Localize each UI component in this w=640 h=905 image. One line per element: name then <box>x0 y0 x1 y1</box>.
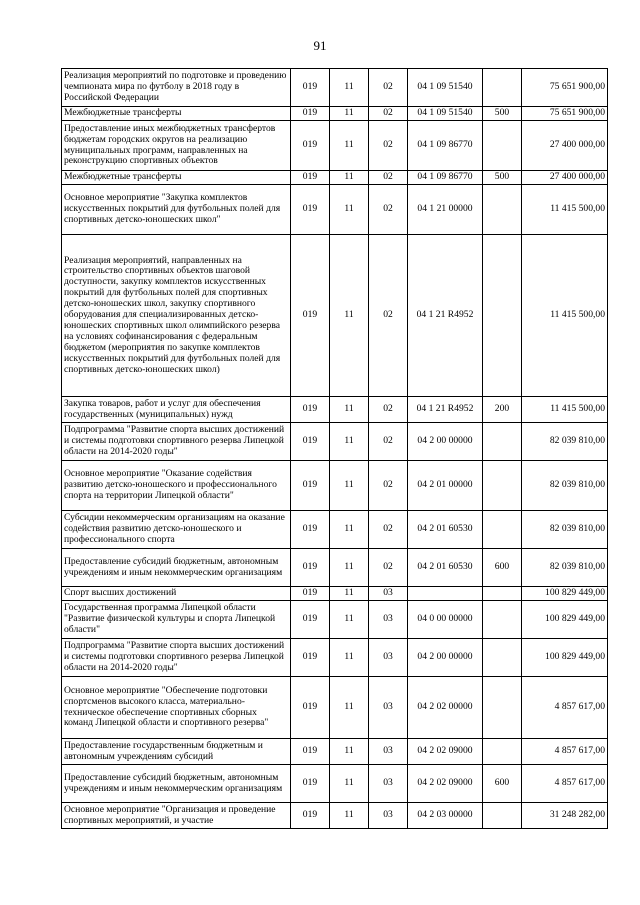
cell-target-code: 04 2 01 60530 <box>408 511 483 549</box>
cell-target-code: 04 1 09 51540 <box>408 69 483 107</box>
cell-target-code: 04 1 09 51540 <box>408 107 483 121</box>
cell-name: Реализация мероприятий по подготовке и проведению чемпионата мира по футболу в 2018 году в Российской Федерации <box>62 69 291 107</box>
cell-name: Межбюджетные трансферты <box>62 171 291 185</box>
cell-admin-code: 019 <box>291 69 330 107</box>
cell-expense-type <box>483 235 522 397</box>
cell-amount: 82 039 810,00 <box>522 511 608 549</box>
cell-subsection: 03 <box>369 677 408 739</box>
cell-target-code: 04 2 02 00000 <box>408 677 483 739</box>
cell-name: Субсидии некоммерческим организациям на оказание содействия развитию детско-юношеского и профессионального спорта <box>62 511 291 549</box>
table-row <box>62 397 608 423</box>
cell-amount: 100 829 449,00 <box>522 587 608 601</box>
cell-target-code: 04 2 00 00000 <box>408 423 483 461</box>
cell-expense-type: 200 <box>483 397 522 423</box>
table-row <box>62 185 608 235</box>
cell-target-code: 04 1 21 R4952 <box>408 235 483 397</box>
cell-section: 11 <box>330 461 369 511</box>
cell-target-code: 04 2 02 09000 <box>408 739 483 765</box>
cell-section: 11 <box>330 171 369 185</box>
cell-expense-type <box>483 803 522 829</box>
cell-admin-code: 019 <box>291 235 330 397</box>
cell-expense-type <box>483 511 522 549</box>
cell-subsection: 02 <box>369 107 408 121</box>
cell-section: 11 <box>330 423 369 461</box>
cell-amount: 4 857 617,00 <box>522 765 608 803</box>
cell-amount: 82 039 810,00 <box>522 549 608 587</box>
cell-name: Подпрограмма "Развитие спорта высших достижений и системы подготовки спортивного резерва Липецкой области на 2014-2020 годы" <box>62 423 291 461</box>
cell-amount: 75 651 900,00 <box>522 69 608 107</box>
cell-target-code: 04 1 21 00000 <box>408 185 483 235</box>
cell-subsection: 02 <box>369 171 408 185</box>
cell-subsection: 02 <box>369 397 408 423</box>
cell-expense-type <box>483 461 522 511</box>
table-row <box>62 677 608 739</box>
cell-expense-type <box>483 639 522 677</box>
cell-amount: 100 829 449,00 <box>522 601 608 639</box>
cell-expense-type <box>483 423 522 461</box>
budget-table <box>61 68 608 829</box>
cell-section: 11 <box>330 235 369 397</box>
cell-amount: 27 400 000,00 <box>522 121 608 171</box>
cell-expense-type: 600 <box>483 765 522 803</box>
cell-section: 11 <box>330 185 369 235</box>
cell-target-code: 04 2 01 60530 <box>408 549 483 587</box>
cell-admin-code: 019 <box>291 803 330 829</box>
cell-subsection: 03 <box>369 601 408 639</box>
cell-subsection: 03 <box>369 587 408 601</box>
table-row <box>62 461 608 511</box>
cell-subsection: 02 <box>369 511 408 549</box>
table-row <box>62 803 608 829</box>
table-row <box>62 69 608 107</box>
cell-subsection: 03 <box>369 739 408 765</box>
cell-section: 11 <box>330 107 369 121</box>
cell-target-code: 04 0 00 00000 <box>408 601 483 639</box>
cell-subsection: 02 <box>369 461 408 511</box>
cell-name: Основное мероприятие "Оказание содействия развитию детско-юношеского и профессионального спорта на территории Липецкой области" <box>62 461 291 511</box>
cell-name: Подпрограмма "Развитие спорта высших достижений и системы подготовки спортивного резерва Липецкой области на 2014-2020 годы" <box>62 639 291 677</box>
budget-table-body <box>62 69 608 829</box>
cell-admin-code: 019 <box>291 107 330 121</box>
cell-amount: 31 248 282,00 <box>522 803 608 829</box>
cell-section: 11 <box>330 587 369 601</box>
table-row <box>62 765 608 803</box>
cell-admin-code: 019 <box>291 121 330 171</box>
cell-subsection: 02 <box>369 185 408 235</box>
table-row <box>62 423 608 461</box>
table-row <box>62 235 608 397</box>
page-number: 91 <box>313 38 327 53</box>
cell-admin-code: 019 <box>291 185 330 235</box>
cell-amount: 4 857 617,00 <box>522 677 608 739</box>
cell-amount: 75 651 900,00 <box>522 107 608 121</box>
cell-admin-code: 019 <box>291 397 330 423</box>
cell-expense-type <box>483 587 522 601</box>
cell-expense-type <box>483 69 522 107</box>
cell-target-code: 04 2 02 09000 <box>408 765 483 803</box>
cell-admin-code: 019 <box>291 171 330 185</box>
cell-section: 11 <box>330 69 369 107</box>
cell-name: Межбюджетные трансферты <box>62 107 291 121</box>
cell-target-code: 04 2 03 00000 <box>408 803 483 829</box>
cell-subsection: 02 <box>369 549 408 587</box>
cell-expense-type <box>483 739 522 765</box>
cell-section: 11 <box>330 677 369 739</box>
table-row <box>62 587 608 601</box>
cell-section: 11 <box>330 639 369 677</box>
cell-section: 11 <box>330 511 369 549</box>
cell-expense-type <box>483 185 522 235</box>
cell-target-code: 04 2 00 00000 <box>408 639 483 677</box>
cell-name: Государственная программа Липецкой области "Развитие физической культуры и спорта Липецкой области" <box>62 601 291 639</box>
cell-section: 11 <box>330 765 369 803</box>
cell-subsection: 02 <box>369 235 408 397</box>
cell-target-code <box>408 587 483 601</box>
cell-admin-code: 019 <box>291 739 330 765</box>
cell-name: Предоставление субсидий бюджетным, автономным учреждениям и иным некоммерческим организациям <box>62 765 291 803</box>
cell-section: 11 <box>330 803 369 829</box>
cell-expense-type <box>483 121 522 171</box>
cell-name: Предоставление государственным бюджетным и автономным учреждениям субсидий <box>62 739 291 765</box>
cell-amount: 82 039 810,00 <box>522 461 608 511</box>
cell-amount: 11 415 500,00 <box>522 397 608 423</box>
cell-amount: 82 039 810,00 <box>522 423 608 461</box>
cell-admin-code: 019 <box>291 765 330 803</box>
cell-section: 11 <box>330 739 369 765</box>
table-row <box>62 549 608 587</box>
cell-amount: 11 415 500,00 <box>522 235 608 397</box>
cell-subsection: 02 <box>369 69 408 107</box>
cell-target-code: 04 1 09 86770 <box>408 171 483 185</box>
cell-name: Предоставление субсидий бюджетным, автономным учреждениям и иным некоммерческим организациям <box>62 549 291 587</box>
cell-admin-code: 019 <box>291 601 330 639</box>
cell-expense-type <box>483 677 522 739</box>
table-row <box>62 601 608 639</box>
table-row <box>62 511 608 549</box>
cell-amount: 4 857 617,00 <box>522 739 608 765</box>
cell-amount: 11 415 500,00 <box>522 185 608 235</box>
cell-admin-code: 019 <box>291 587 330 601</box>
cell-expense-type: 500 <box>483 171 522 185</box>
cell-admin-code: 019 <box>291 461 330 511</box>
table-row <box>62 121 608 171</box>
table-row <box>62 107 608 121</box>
cell-subsection: 03 <box>369 765 408 803</box>
cell-subsection: 02 <box>369 423 408 461</box>
cell-section: 11 <box>330 397 369 423</box>
cell-expense-type <box>483 601 522 639</box>
cell-admin-code: 019 <box>291 511 330 549</box>
cell-target-code: 04 2 01 00000 <box>408 461 483 511</box>
cell-amount: 27 400 000,00 <box>522 171 608 185</box>
cell-admin-code: 019 <box>291 677 330 739</box>
cell-admin-code: 019 <box>291 423 330 461</box>
table-row <box>62 739 608 765</box>
table-row <box>62 171 608 185</box>
cell-name: Основное мероприятие "Закупка комплектов искусственных покрытий для футбольных полей для спортивных детско-юношеских школ" <box>62 185 291 235</box>
cell-target-code: 04 1 09 86770 <box>408 121 483 171</box>
cell-subsection: 03 <box>369 803 408 829</box>
cell-target-code: 04 1 21 R4952 <box>408 397 483 423</box>
cell-expense-type: 500 <box>483 107 522 121</box>
cell-name: Реализация мероприятий, направленных на строительство спортивных объектов шаговой доступности, закупку комплектов искусственных покрытий для футбольных полей для спортивных детско-юношеских школ, закупку спортивного оборудования для специализированных детско-юношеских спортивных школ олимпийского резерва на условиях софинансирования с федеральным бюджетом (мероприятия по закупке комплектов искусственных покрытий для футбольных полей для спортивных детско-юношеских школ) <box>62 235 291 397</box>
cell-section: 11 <box>330 601 369 639</box>
cell-expense-type: 600 <box>483 549 522 587</box>
cell-name: Закупка товаров, работ и услуг для обеспечения государственных (муниципальных) нужд <box>62 397 291 423</box>
cell-amount: 100 829 449,00 <box>522 639 608 677</box>
cell-section: 11 <box>330 121 369 171</box>
cell-name: Основное мероприятие "Обеспечение подготовки спортсменов высокого класса, материально-техническое обеспечение спортивных сборных команд Липецкой области и спортивного резерва" <box>62 677 291 739</box>
cell-name: Спорт высших достижений <box>62 587 291 601</box>
cell-admin-code: 019 <box>291 549 330 587</box>
table-row <box>62 639 608 677</box>
cell-name: Основное мероприятие "Организация и проведение спортивных мероприятий, и участие <box>62 803 291 829</box>
cell-subsection: 03 <box>369 639 408 677</box>
cell-section: 11 <box>330 549 369 587</box>
cell-admin-code: 019 <box>291 639 330 677</box>
cell-name: Предоставление иных межбюджетных трансфертов бюджетам городских округов на реализацию муниципальных программ, направленных на реконструкцию спортивных объектов <box>62 121 291 171</box>
cell-subsection: 02 <box>369 121 408 171</box>
